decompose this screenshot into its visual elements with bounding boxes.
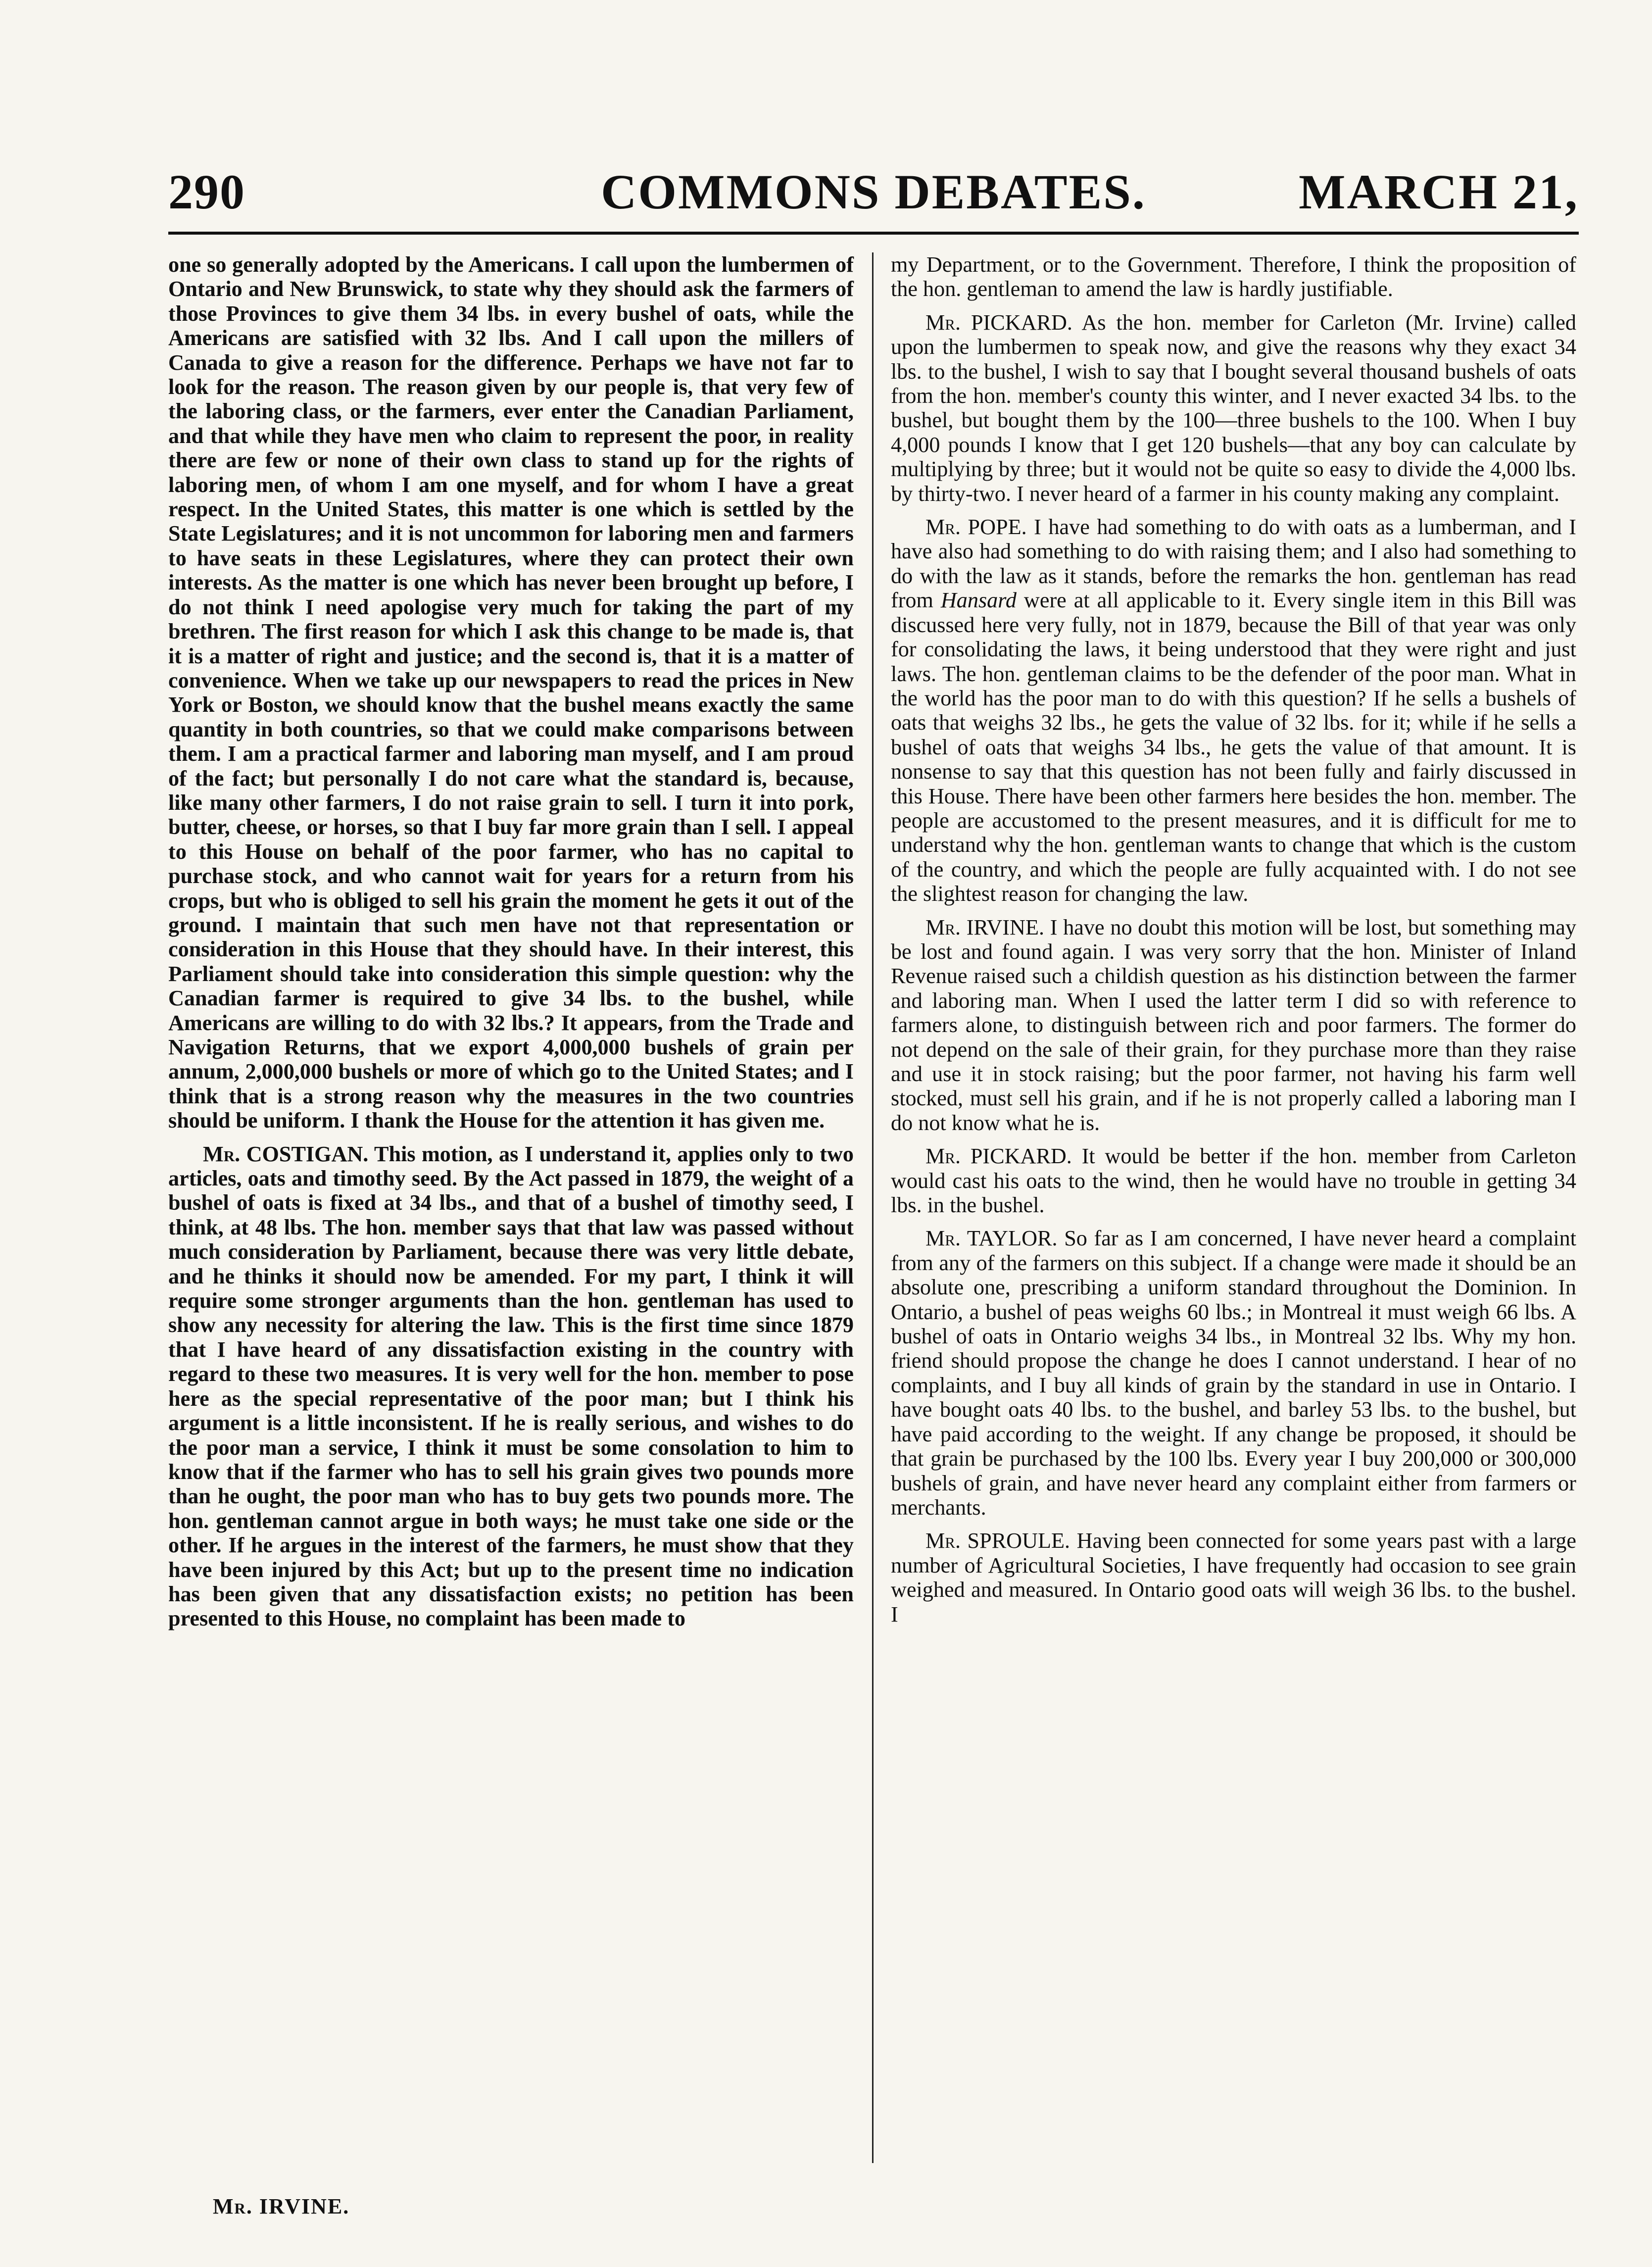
speech-text: were at all applicable to it. Every single item in this Bill was discussed here very fully, not in 1879, because the Bill of that year was only for consolidating the laws, it being understood that they were right and just laws. The hon. gentleman claims to be the defender of the poor man. What in the world has the poor man to do with this question? If he sells a bushels of oats that weighs 32 lbs., he gets the value of 32 lbs. for it; while if he sells a bushel of oats that weighs 34 lbs., he gets the value of that amount. It is nonsense to say that this question has not been fully and fairly discussed in this House. There have been other farmers here besides the hon. member. The people are accustomed to the present measures, and it is difficult for me to understand why the hon. gentleman wants to change that which is the custom of the country, and which the people are fully acquainted with. I do not see the slightest reason for changing the law. xyxy=(891,588,1576,906)
speaker-name: Mr. POPE. xyxy=(925,515,1027,540)
speech-text: As the hon. member for Carleton (Mr. Irvine) called upon the lumbermen to speak now, and give the reasons why they exact 34 lbs. to the bushel, I wish to say that I bought several thousand bushels of oats from the hon. member's county this winter, and I never exacted 34 lbs. to the bushel, but bought them by the 100—three bushels to the 100. When I buy 4,000 pounds I know that I get 120 bushels—that any boy can calculate by multiplying by three; but it would not be quite so easy to divide the 4,000 lbs. by thirty-two. I never heard of a farmer in his county making any complaint. xyxy=(891,310,1577,506)
paragraph xyxy=(891,915,1576,1135)
speaker-name: Mr. PICKARD. xyxy=(925,1144,1072,1169)
page-header xyxy=(168,163,1579,223)
speech-text: This motion, as I understand it, applies only to two articles, oats and timothy seed. By the Act passed in 1879, the weight of a bushel of oats is fixed at 34 lbs., and that of a bushel of timothy seed, I think, at 48 lbs. The hon. member says that that law was passed without much consideration by Parliament, because there was very little debate, and he thinks it should now be amended. For my part, I think it will require some stronger arguments than the hon. gentleman has used to show any necessity for altering the law. This is the first time since 1879 that I have heard of any dissatisfaction existing in the country with regard to these two measures. It is very well for the hon. member to pose here as the special representative of the poor man; but I think his argument is a little inconsistent. If he is really serious, and wishes to do the poor man a service, I think it must be some consolation to him to know that if the farmer who has to sell his grain gives two pounds more than he ought, the poor man who has to buy gets two pounds more. The hon. gentleman cannot argue in both ways; he must take one side or the other. If he argues in the interest of the farmers, he must show that they have been injured by this Act; but up to the present time no indication has been given that any dissatisfaction exists; no petition has been presented to this House, no complaint has been made to xyxy=(168,1141,854,1631)
speaker-name: Mr. COSTIGAN. xyxy=(203,1141,369,1166)
paragraph xyxy=(891,1144,1576,1217)
paragraph: one so generally adopted by the Americans. I call upon the lumbermen of Ontario and New Brunswick, to state why they should ask the farmers of those Provinces to give them 34 lbs. in every bushel of oats, while the Americans are satisfied with 32 lbs. And I call upon the millers of Canada to give a reason for the difference. Perhaps we have not far to look for the reason. The reason given by our people is, that very few of the laboring class, or the farmers, ever enter the Canadian Parliament, and that while they have men who claim to represent the poor, in reality there are few or none of their own class to stand up for the rights of laboring men, of whom I am one myself, and for whom I have a great respect. In the United States, this matter is one which is settled by the State Legislatures; and it is not uncommon for laboring men and farmers to have seats in these Legislatures, where they can protect their own interests. As the matter is one which has never been brought up before, I do not think I need apologise very much for taking the part of my brethren. The first reason for which I ask this change to be made is, that it is a matter of right and justice; and the second is, that it is a matter of convenience. When we take up our newspapers to read the prices in New York or Boston, we should know that the bushel means exactly the same quantity in both countries, so that we could make comparisons between them. I am a practical farmer and laboring man myself, and I am proud of the fact; but personally I do not care what the standard is, because, like many other farmers, I do not raise grain to sell. I turn it into pork, butter, cheese, or horses, so that I buy far more grain than I sell. I appeal to this House on behalf of the poor farmer, who has no capital to purchase stock, and who cannot wait for years for a return from his crops, but who is obliged to sell his grain the moment he gets it out of the ground. I maintain that such men have not that representation or consideration in this House that they should have. In their interest, this Parliament should take into consideration this simple question: why the Canadian farmer is required to give 34 lbs. to the bushel, while Americans are willing to do with 32 lbs.? It appears, from the Trade and Navigation Returns, that we export 4,000,000 bushels of grain per annum, 2,000,000 bushels or more of which go to the United States; and I think that is a strong reason why the measures in the two countries should be uniform. I thank the House for the attention it has given me. xyxy=(168,252,854,1133)
paragraph: my Department, or to the Government. Therefore, I think the proposition of the hon. gentleman to amend the law is hardly justifiable. xyxy=(891,252,1576,301)
italic-reference: Hansard xyxy=(940,588,1017,613)
speaker-name: Mr. SPROULE. xyxy=(925,1528,1070,1553)
speaker-name: Mr. PICKARD. xyxy=(925,310,1072,335)
speech-text: Having been connected for some years past with a large number of Agricultural Societies, I have frequently had occasion to see grain weighed and measured. In Ontario good oats will weigh 36 lbs. to the bushel. I xyxy=(891,1528,1576,1626)
paragraph xyxy=(891,1528,1576,1626)
column-divider xyxy=(872,252,874,2163)
speech-text: So far as I am concerned, I have never heard a complaint from any of the farmers on this subject. If a change were made it should be an absolute one, prescribing a uniform standard throughout the Dominion. In Ontario, a bushel of peas weighs 60 lbs.; in Montreal it must weigh 66 lbs. A bushel of oats in Ontario weighs 34 lbs., in Montreal 32 lbs. Why my hon. friend should propose the change he does I cannot understand. I hear of no complaints, and I buy all kinds of grain by the standard in use in Ontario. I have bought oats 40 lbs. to the bushel, and barley 53 lbs. to the bushel, but have paid according to the weight. If any change be proposed, it should be that grain be purchased by the 100 lbs. Every year I buy 200,000 or 300,000 bushels of grain, and have never heard any complaint either from farmers or merchants. xyxy=(891,1226,1577,1520)
page-title: COMMONS DEBATES. xyxy=(601,164,1146,219)
paragraph xyxy=(891,515,1576,906)
page-date: MARCH 21, xyxy=(1299,164,1579,219)
left-column xyxy=(168,252,854,1640)
right-column xyxy=(891,252,1576,1635)
speaker-name: Mr. TAYLOR. xyxy=(925,1226,1058,1251)
speech-text: I have no doubt this motion will be lost, but something may be lost and found again. I was very sorry that the hon. Minister of Inland Revenue raised such a childish question as his distinction between the farmer and laboring man. When I used the latter term I did so with reference to farmers alone, to distinguish between rich and poor farmers. The former do not depend on the sale of their grain, for they purchase more than they raise and use it in stock raising; but the poor farmer, not having his farm well stocked, must sell his grain, and if he is not properly called a laboring man I do not know what he is. xyxy=(891,915,1576,1135)
paragraph xyxy=(891,1226,1576,1520)
page-number: 290 xyxy=(168,164,245,219)
speaker-name: Mr. IRVINE. xyxy=(925,915,1044,939)
speech-text: I have had something to do with oats as a lumberman, and I have also had something to do with raising them; and I also had something to do with the law as it stands, before the remarks the hon. gentleman has read from xyxy=(891,515,1576,613)
catchword: Mr. IRVINE. xyxy=(213,2194,350,2218)
header-rule xyxy=(168,232,1579,235)
paragraph xyxy=(168,1142,854,1631)
speech-text: It would be better if the hon. member from Carleton would cast his oats to the wind, then he would have no trouble in getting 34 lbs. in the bushel. xyxy=(891,1144,1576,1218)
paragraph xyxy=(891,310,1576,506)
